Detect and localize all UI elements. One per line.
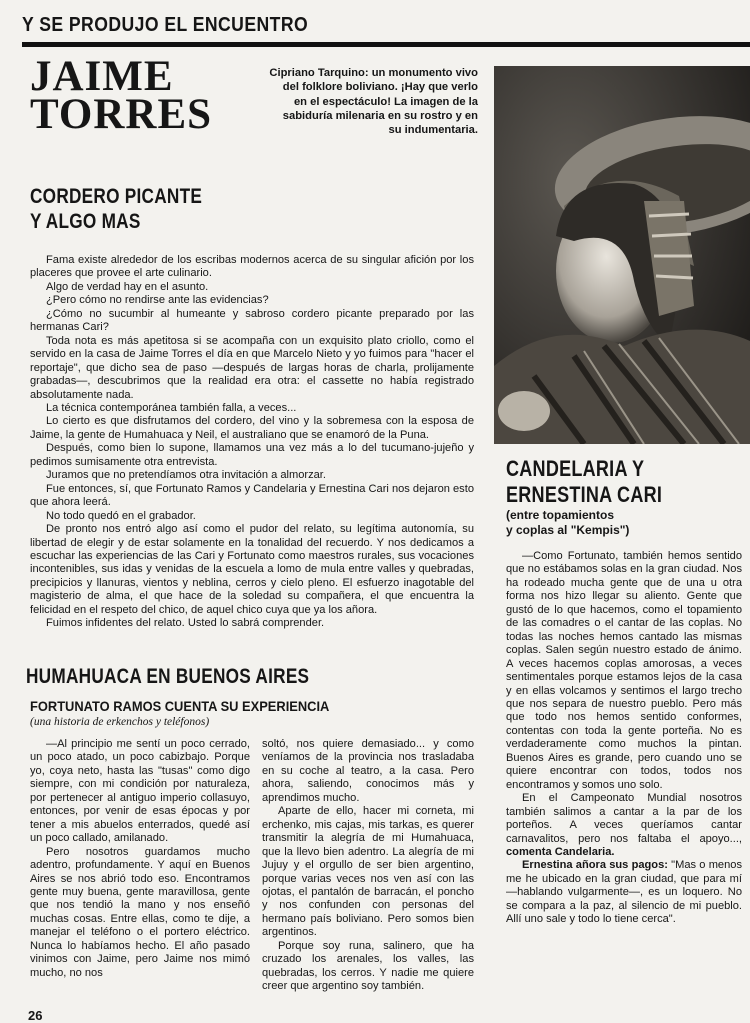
section-heading-line2: Y ALGO MAS [30,210,141,233]
article-title [30,53,213,138]
paragraph-text: "Mas o menos me he ubicado en la gran ciudad, que para mí —hablando vulgarmente—, es un loquero. No se compara a la paz, al silencio de mi pueblo. Allí uno sale y todo lo tiene cerca". [506,859,742,926]
body-paragraph: ¿Pero cómo no rendirse ante las evidencias? [46,294,269,307]
section-cordero-heading [30,184,240,234]
body-paragraph: ¿Cómo no sucumbir al humeante y sabroso cordero picante preparado por las hermanas Cari? [30,307,474,334]
page-header: Y SE PRODUJO EL ENCUENTRO [22,14,309,36]
body-paragraph: —Como Fortunato, también hemos sentido que no estábamos solas en la gran ciudad. Nos ha rodeado mucha gente que de una u otra forma nos hizo llegar su aliento. Gente que gustó de lo que hacemos, como el topamiento de las comadres o el cantar de las coplas. No todas las noches hemos cantado las mismas coplas. Salen según nuestro estado de ánimo. A veces hacemos coplas amorosas, a veces sentimentales porque estamos lejos de la casa y en ellas volcamos y sentimos el largo trecho que nos separa de nuestro pueblo. Pero más que todo nos hemos sentido conformes, contentas con toda la gente porteña. No es verdaderamente como muchos la pintan. Buenos Aires es grande, pero cuando uno se quiere encontrar con todos, todos nos encontramos y somos uno solo. [506,550,742,791]
body-paragraph [506,859,742,926]
body-paragraph: No todo quedó en el grabador. [46,509,196,522]
body-paragraph: Pero nosotros guardamos mucho adentro, profundamente. Y aquí en Buenos Aires se nos abrió todo eso. Encontramos gente muy buena, gente maravillosa, gente que nos tendió la mano y nos enseñó muchas cosas. Entre ellas, como te dije, a manejar el teléfono o el portero eléctrico. Nunca lo habíamos hecho. El año pasado vinimos con Jaime, pero Jaime nos mimó mucho, no nos [30,845,250,979]
body-paragraph: —Al principio me sentí un poco cerrado, un poco atado, un poco cabizbajo. Porque yo, coya neto, hasta las "tusas" como digo siempre, con mi condición por naturaleza, por pertenecer al antiguo imperio collasuyo, entonces, por venir de esas épocas y por tener a mis abuelos enterrados, quedé así un poco callado, amilanado. [30,738,250,845]
title-line-2: TORRES [30,91,213,138]
section-subheading-note: (una historia de erkenchos y teléfonos) [30,716,210,728]
body-paragraph: Aparte de ello, hacer mi corneta, mi erchenko, mis cajas, mis tarkas, es querer transmitir la alegría de mi Humahuaca, que la llevo bien adentro. La alegría de mi Jujuy y el orgullo de ser bien argentino, porque varias veces nos ven así con las ojotas, el pantalón de barracán, el poncho y nos confunden con personas del hermano país boliviano. Pero somos bien argentinos. [262,805,474,939]
column-1 [30,738,250,980]
body-paragraph: Porque soy runa, salinero, que ha cruzado los arenales, los valles, las quebradas, los cerros. Y nadie me quiere creer que argentino soy también. [262,939,474,993]
body-paragraph: soltó, nos quiere demasiado... y como veníamos de la provincia nos trasladaba en su coche al teatro, a la casa. Pero ahora, saliendo, conocimos más y aprendimos mucho. [262,738,474,804]
subheading-line2: y coplas al "Kempis") [506,523,630,537]
body-paragraph [506,792,742,859]
body-paragraph: Después, como bien lo supone, llamamos una vez más a lo del tucumano-jujeño y pedimos sumisamente otra entrevista. [30,442,474,468]
paragraph-lead: Ernestina añora sus pagos: [522,859,668,872]
subheading-line1: (entre topamientos [506,508,615,522]
main-body-text [30,254,474,631]
section-subheading [506,508,629,538]
section-subheading: FORTUNATO RAMOS CUENTA SU EXPERIENCIA [30,698,330,714]
paragraph-attribution: comenta Candelaria. [506,845,615,858]
body-paragraph: Algo de verdad hay en el asunto. [46,280,209,293]
page-number: 26 [28,1008,43,1023]
body-paragraph: Toda nota es más apetitosa si se acompaña con un exquisito plato criollo, como el servido en la casa de Jaime Torres el día en que Marcelo Nieto y yo fuimos para "hacer el reportaje", que dicho sea de paso —después de largas horas de charla, prolijamente grabadas—, descubrimos que la realidad era otra: el cassette no había registrado absolutamente nada. [30,334,474,401]
title-line-1: JAIME [30,53,174,100]
body-paragraph: La técnica contemporánea también falla, a veces... [46,401,297,414]
section-heading-line2: ERNESTINA CARI [506,482,663,507]
header-rule [22,42,750,47]
body-paragraph: Lo cierto es que disfrutamos del cordero, del vino y la sobremesa con la esposa de Jaime, la gente de Humahuaca y Neil, el australiano que se enamoró de la Puna. [30,415,474,441]
section-humahuaca-heading [26,664,371,689]
body-paragraph: Juramos que no pretendíamos otra invitación a almorzar. [46,469,326,482]
article-subtitle: Cipriano Tarquino: un monumento vivo del folklore boliviano. ¡Hay que verlo en el espectáculo! La imagen de la sabiduría milenaria en su rostro y en su indumentaria. [269,67,478,137]
paragraph-text: En el Campeonato Mundial nosotros también salimos a cantar a la par de los porteños. A veces queríamos cantar carnavalitos, pero nos faltaba el apoyo..., [506,792,742,845]
body-paragraph: Fama existe alrededor de los escribas modernos acerca de su singular afición por los placeres que provee el arte culinario. [30,254,474,280]
column-3 [506,550,742,927]
section-heading: HUMAHUACA EN BUENOS AIRES [26,665,310,688]
column-2 [262,738,474,994]
body-paragraph: Fuimos infidentes del relato. Usted lo sabrá comprender. [46,617,325,630]
section-candelaria-heading [506,456,696,508]
section-heading-line1: CORDERO PICANTE [30,185,203,208]
section-heading-line1: CANDELARIA Y [506,456,645,481]
body-paragraph: De pronto nos entró algo así como el pudor del relato, su legítima autonomía, su libertad de elegir y de estar solamente en la tonalidad del recuerdo. Y nos dedicamos a escuchar las experiencias de las Cari y Fortunato como maestros rurales, sus vocaciones incontenibles, sus idas y venidas de la escuela a lomo de mula entre valles y quebradas, precipicios y llanuras, vientos y neblina, cerros y cielo pleno. El esfuerzo inagotable del magisterio de alma, el que hace de la soledad su compañera, el que encuentra la felicidad en el respeto del chico, de aquel chico cuya que ya los añora. [30,523,474,616]
portrait-illustration [494,66,750,444]
body-paragraph: Fue entonces, sí, que Fortunato Ramos y Candelaria y Ernestina Cari nos dejaron esto que ahora leerá. [30,482,474,509]
portrait-photo [494,66,750,444]
